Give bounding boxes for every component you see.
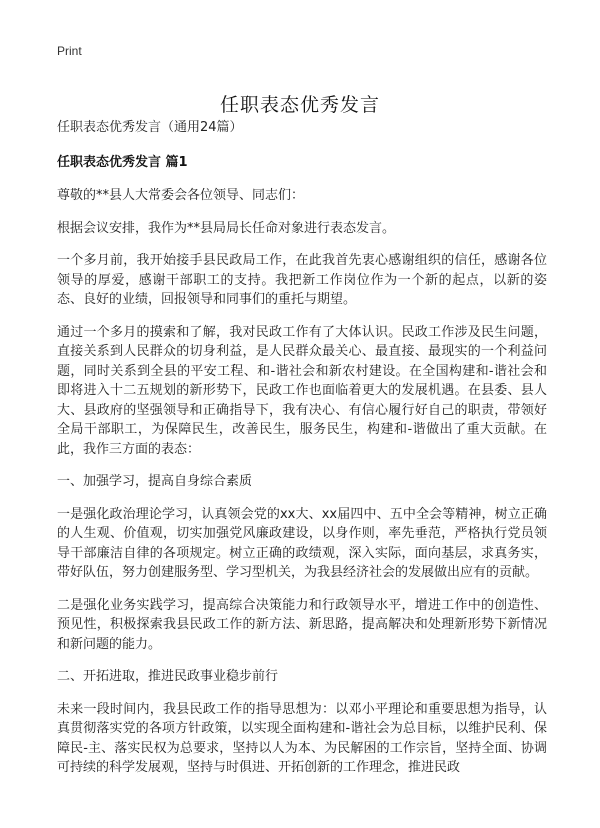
intro-paragraph: 根据会议安排，我作为**县局局长任命对象进行表态发言。 bbox=[57, 220, 396, 236]
section-heading: 任职表态优秀发言 篇1 bbox=[57, 154, 188, 170]
article-subtitle: 任职表态优秀发言（通用24篇） bbox=[57, 120, 243, 135]
salutation-paragraph: 尊敬的**县人大常委会各位领导、同志们： bbox=[57, 188, 305, 203]
body-paragraph: 通过一个多月的摸索和了解，我对民政工作有了大体认识。民政工作涉及民生问题，直接关系到人民群众的切身利益，是人民群众最关心、最直接、最现实的一个利益问题，同时关系到全县的平安工程、和-谐社会和新农村建设。在全国构建和-谐社会和即将进入十二五规划的新形势下，民政工作也面临着更大的发展机遇。在县委、县人大、县政府的坚强领导和正确指导下，我有决心、有信心履行好自己的职责，带领好全局干部职工，为保障民生，改善民生，服务民生，构建和-谐做出了重大贡献。在此，我作三方面的表态： bbox=[57, 324, 547, 457]
subsection-heading: 二、开拓进取，推进民政事业稳步前行 bbox=[57, 669, 279, 684]
body-paragraph: 一个多月前，我开始接手县民政局工作，在此我首先衷心感谢组织的信任，感谢各位领导的厚爱，感谢干部职工的支持。我把新工作岗位作为一个新的起点，以新的姿态、良好的业绩，回报领导和同事们的重托与期望。 bbox=[57, 253, 547, 307]
print-link[interactable]: Print bbox=[57, 44, 82, 58]
subsection-heading: 一、加强学习，提高自身综合素质 bbox=[57, 474, 253, 489]
body-paragraph: 未来一段时间内，我县民政工作的指导思想为：以邓小平理论和重要思想为指导，认真贯彻落实党的各项方针政策，以实现全面构建和-谐社会为总目标，以维护民利、保障民-主、落实民权为总要求，坚持以人为本、为民解困的工作宗旨，坚持全面、协调可持续的科学发展观，坚持与时俱进、开拓创新的工作理念，推进民政 bbox=[57, 701, 547, 775]
body-paragraph: 二是强化业务实践学习，提高综合决策能力和行政领导水平，增进工作中的创造性、预见性，积极探索我县民政工作的新方法、新思路，提高解决和处理新形势下新情况和新问题的能力。 bbox=[57, 597, 547, 652]
page-title: 任职表态优秀发言 bbox=[219, 93, 380, 116]
body-paragraph: 一是强化政治理论学习，认真领会党的xx大、xx届四中、五中全会等精神，树立正确的人生观、价值观，切实加强党风廉政建设，以身作则，率先垂范，严格执行党员领导干部廉洁自律的各项规定。树立正确的政绩观，深入实际，面向基层，求真务实，带好队伍，努力创建服务型、学习型机关，为我县经济社会的发展做出应有的贡献。 bbox=[57, 506, 547, 580]
article-body bbox=[57, 118, 547, 791]
